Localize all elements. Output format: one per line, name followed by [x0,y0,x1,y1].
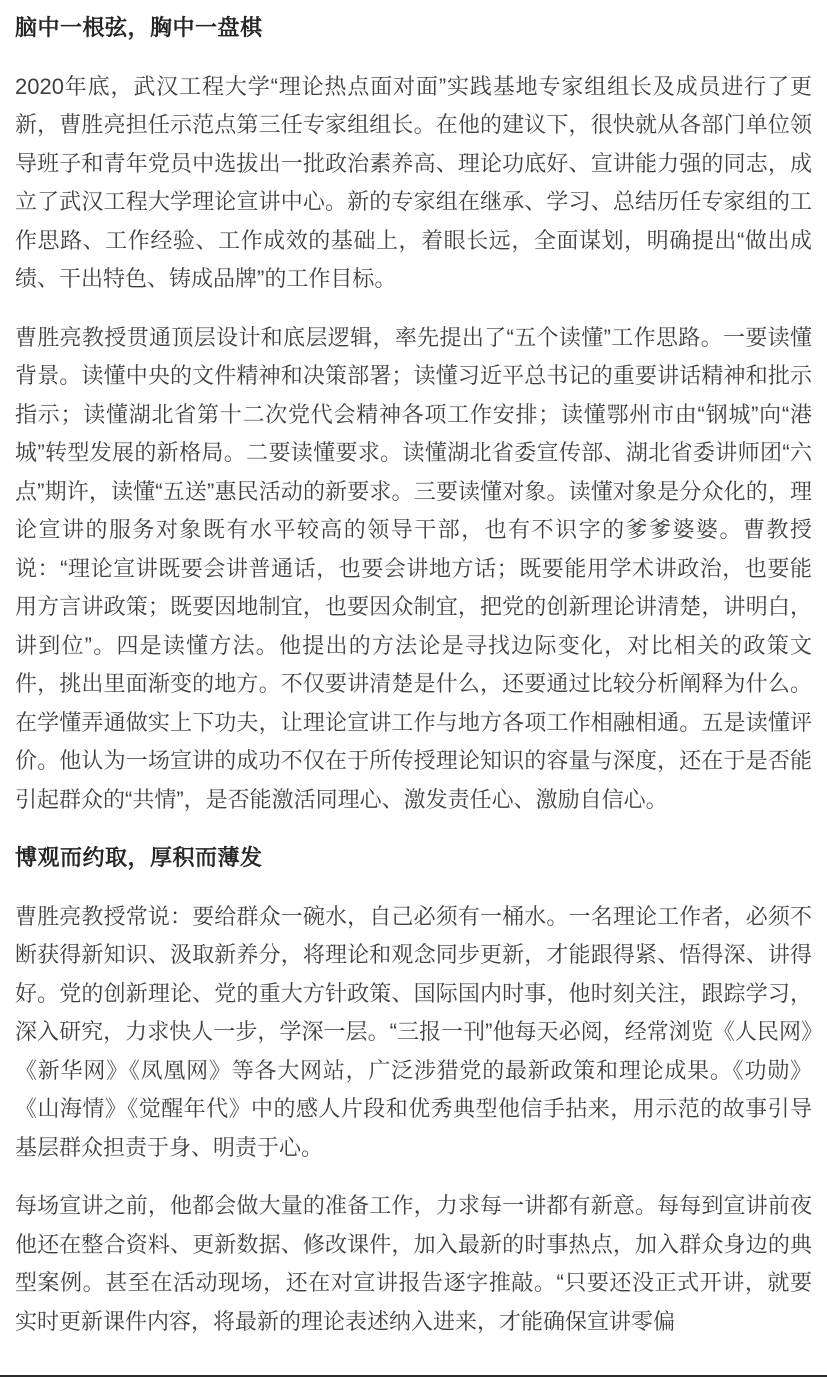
paragraph: 曹胜亮教授贯通顶层设计和底层逻辑，率先提出了“五个读懂”工作思路。一要读懂背景。读懂中央的文件精神和决策部署；读懂习近平总书记的重要讲话精神和批示指示；读懂湖北省第十二次党代会精神各项工作安排；读懂鄂州市由“钢城”向“港城”转型发展的新格局。二要读懂要求。读懂湖北省委宣传部、湖北省委讲师团“六点”期许，读懂“五送”惠民活动的新要求。三要读懂对象。读懂对象是分众化的，理论宣讲的服务对象既有水平较高的领导干部，也有不识字的爹爹婆婆。曹教授说：“理论宣讲既要会讲普通话，也要会讲地方话；既要能用学术讲政治，也要能用方言讲政策；既要因地制宜，也要因众制宜，把党的创新理论讲清楚，讲明白，讲到位”。四是读懂方法。他提出的方法论是寻找边际变化，对比相关的政策文件，挑出里面渐变的地方。不仅要讲清楚是什么，还要通过比较分析阐释为什么。在学懂弄通做实上下功夫，让理论宣讲工作与地方各项工作相融相通。五是读懂评价。他认为一场宣讲的成功不仅在于所传授理论知识的容量与深度，还在于是否能引起群众的“共情”，是否能激活同理心、激发责任心、激励自信心。 [15,324,812,812]
paragraph: 每场宣讲之前，他都会做大量的准备工作，力求每一讲都有新意。每每到宣讲前夜他还在整合资料、更新数据、修改课件，加入最新的时事热点，加入群众身边的典型案例。甚至在活动现场，还在对宣讲报告逐字推敲。“只要还没正式开讲，就要实时更新课件内容，将最新的理论表述纳入进来，才能确保宣讲零偏 [15,1193,812,1334]
section-heading-2: 博观而约取，厚积而薄发 [15,845,263,870]
paragraph: 2020年底，武汉工程大学“理论热点面对面”实践基地专家组组长及成员进行了更新，曹胜亮担任示范点第三任专家组组长。在他的建议下，很快就从各部门单位领导班子和青年党员中选拔出一批政治素养高、理论功底好、宣讲能力强的同志，成立了武汉工程大学理论宣讲中心。新的专家组在继承、学习、总结历任专家组的工作思路、工作经验、工作成效的基础上，着眼长远，全面谋划，明确提出“做出成绩、干出特色、铸成品牌”的工作目标。 [15,73,812,291]
section-heading-1: 脑中一根弦，胸中一盘棋 [15,15,263,40]
bottom-divider [0,1375,827,1377]
paragraph: 曹胜亮教授常说：要给群众一碗水，自己必须有一桶水。一名理论工作者，必须不断获得新知识、汲取新养分，将理论和观念同步更新，才能跟得紧、悟得深、讲得好。党的创新理论、党的重大方针政策、国际国内时事，他时刻关注，跟踪学习，深入研究，力求快人一步，学深一层。“三报一刊”他每天必阅，经常浏览《人民网》《新华网》《凤凰网》等各大网站，广泛涉猎党的最新政策和理论成果。《功勋》《山海情》《觉醒年代》中的感人片段和优秀典型他信手拈来，用示范的故事引导基层群众担责于身、明责于心。 [15,903,812,1160]
